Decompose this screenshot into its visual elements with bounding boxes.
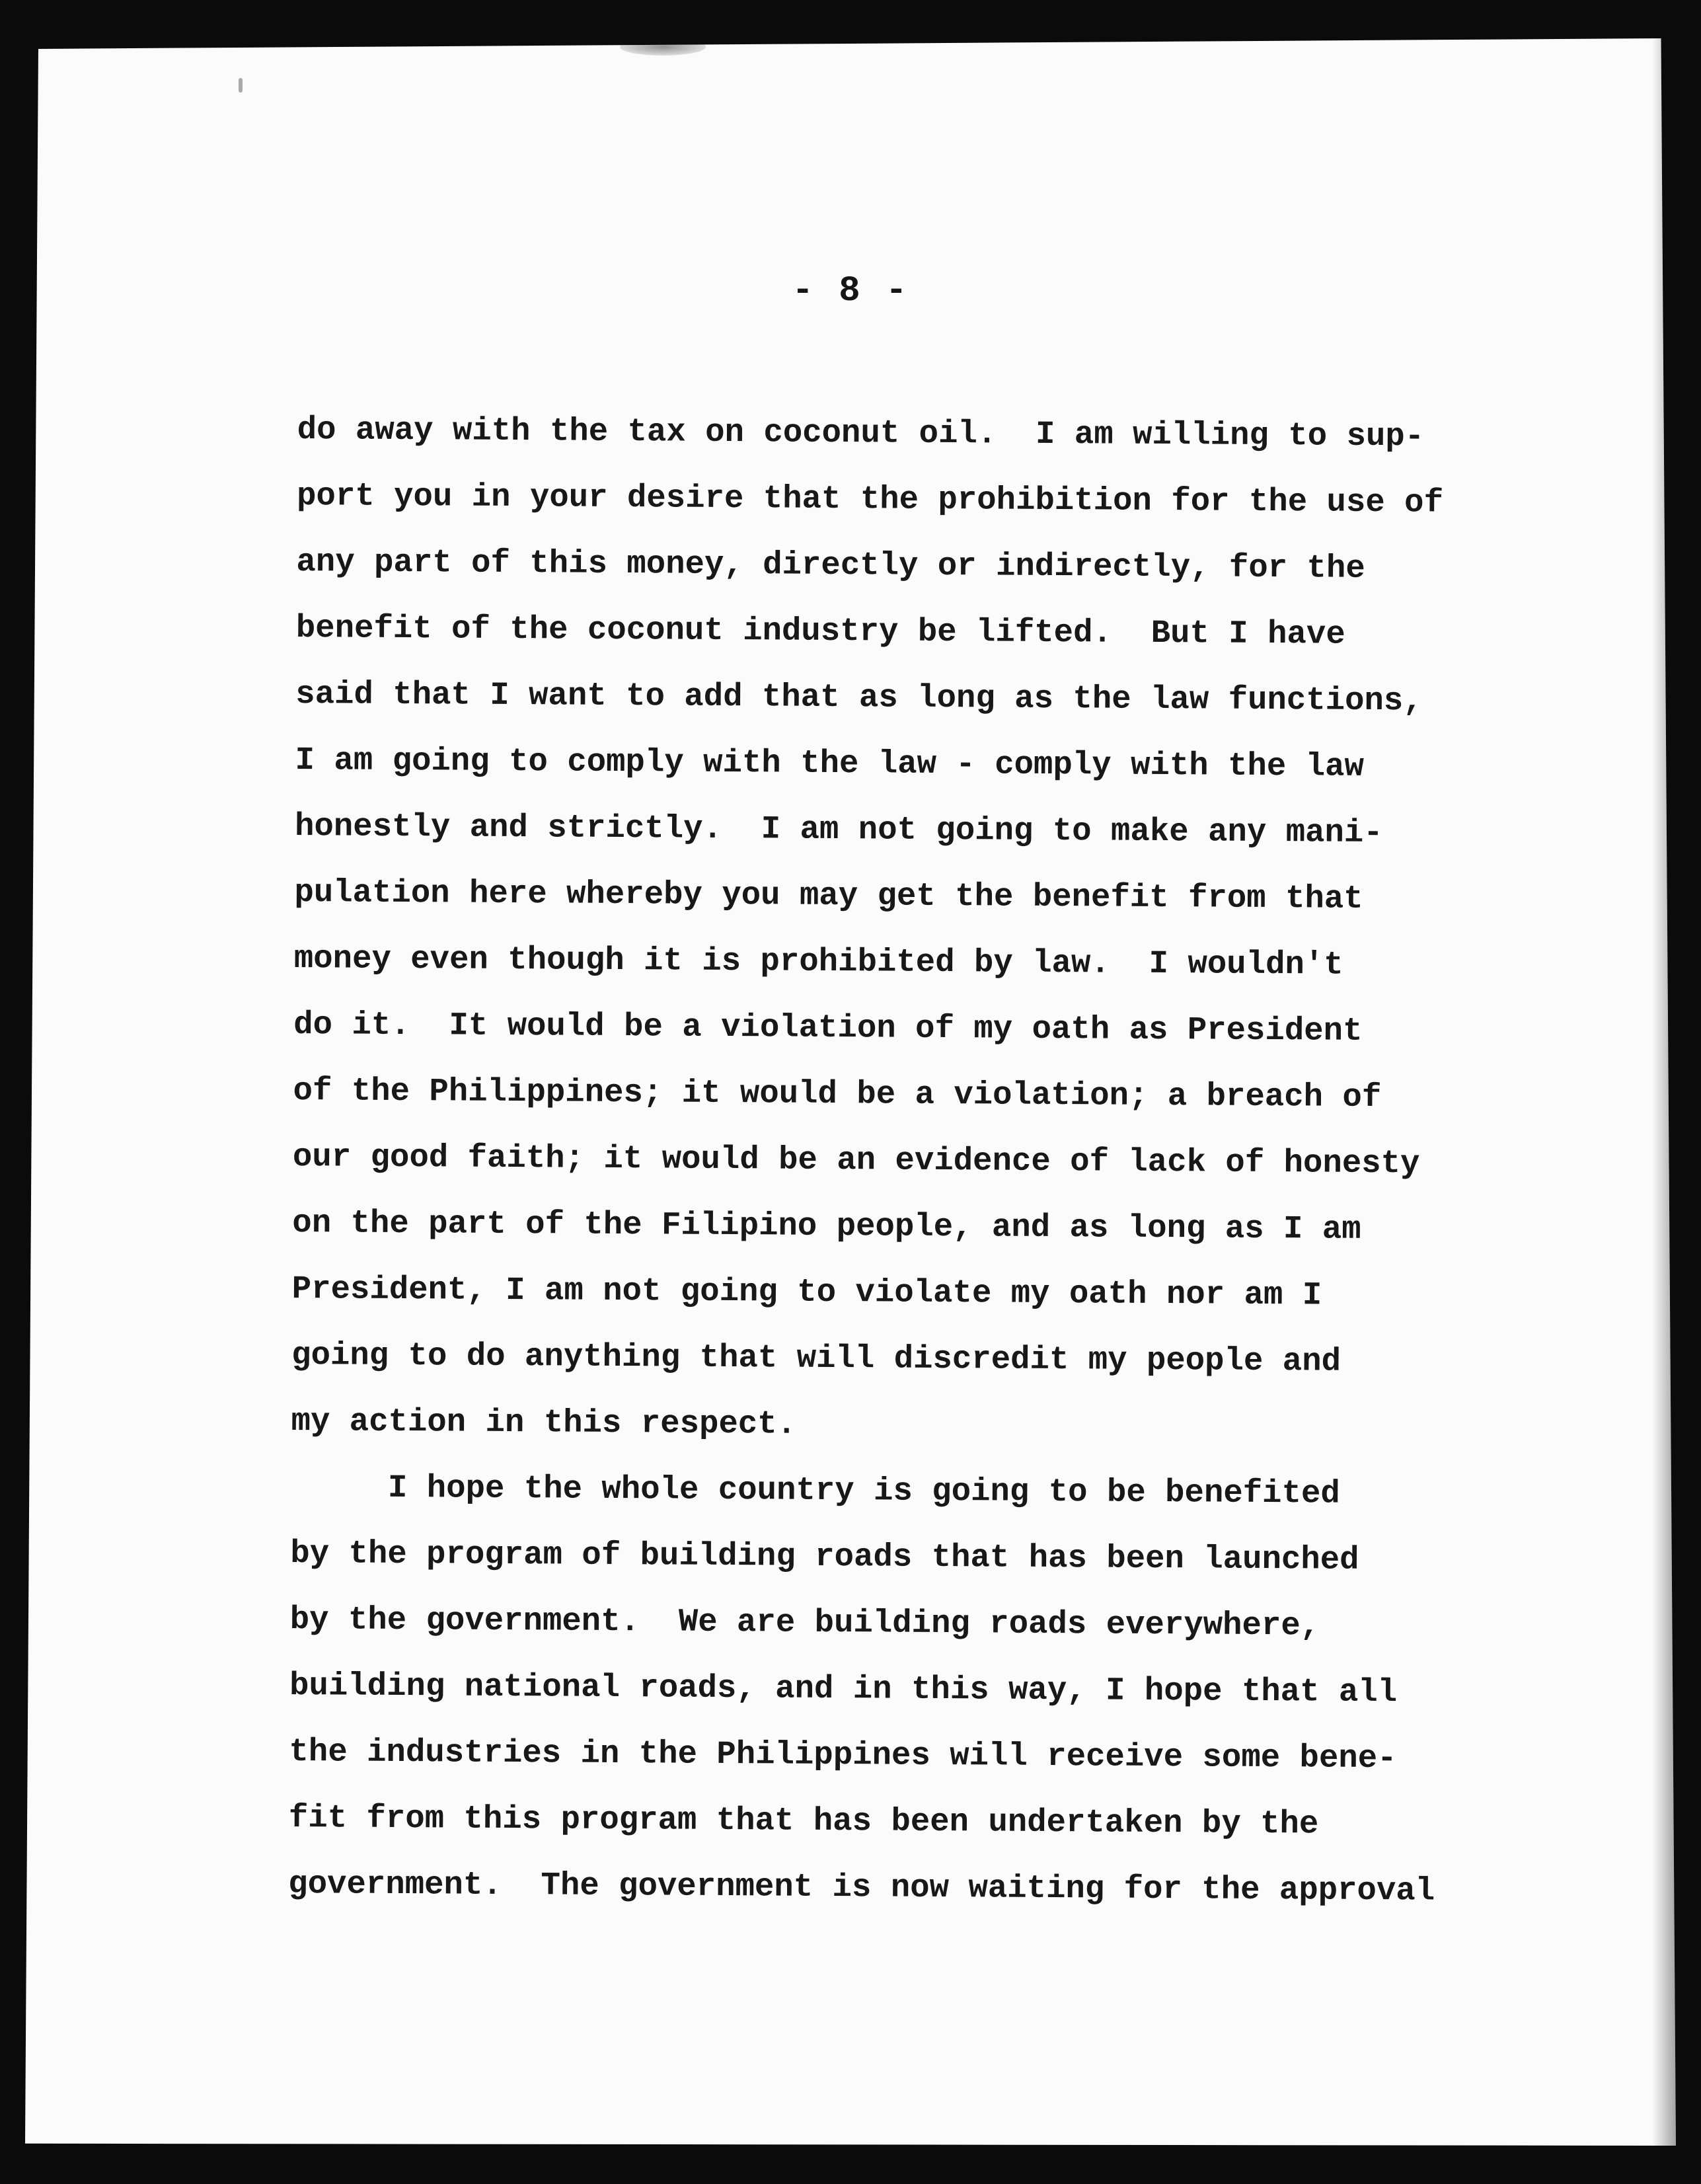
text-line: President, I am not going to violate my oath nor am I: [291, 1270, 1322, 1314]
text-line: government. The government is now waiting for the approval: [288, 1865, 1435, 1910]
text-line: on the part of the Filipino people, and as long as I am: [292, 1204, 1361, 1248]
text-line: our good faith; it would be an evidence of lack of honesty: [292, 1138, 1420, 1183]
text-line: fit from this program that has been undertaken by the: [288, 1799, 1319, 1843]
text-line: by the program of building roads that has been launched: [290, 1534, 1359, 1579]
text-line: my action in this respect.: [291, 1402, 797, 1443]
text-line: the industries in the Philippines will receive some bene-: [289, 1733, 1397, 1777]
text-line: do away with the tax on coconut oil. I am willing to sup-: [297, 410, 1425, 455]
paper-edge-shadow: [1652, 38, 1676, 2146]
text-line: building national roads, and in this way, I hope that all: [289, 1666, 1398, 1711]
page-number: - 8 -: [792, 271, 909, 311]
text-line: any part of this money, directly or indirectly, for the: [296, 543, 1365, 587]
typed-body-text: [288, 397, 1540, 1924]
text-line: do it. It would be a violation of my oath as President: [293, 1005, 1363, 1050]
text-line: of the Philippines; it would be a violation; a breach of: [293, 1072, 1382, 1116]
text-line: I hope the whole country is going to be benefited: [290, 1468, 1340, 1512]
text-line: port you in your desire that the prohibition for the use of: [296, 477, 1444, 522]
text-line: money even though it is prohibited by law. I wouldn't: [293, 939, 1343, 984]
text-line: by the government. We are building roads everywhere,: [289, 1600, 1320, 1645]
ink-smudge: [620, 38, 706, 56]
text-line: going to do anything that will discredit my people and: [291, 1336, 1342, 1380]
text-line: benefit of the coconut industry be lifted. But I have: [295, 609, 1345, 653]
text-line: pulation here whereby you may get the benefit from that: [294, 873, 1363, 917]
text-line: I am going to comply with the law - comply with the law: [295, 741, 1365, 785]
dust-speck: [239, 78, 243, 93]
text-line: said that I want to add that as long as the law functions,: [295, 675, 1423, 720]
text-line: honestly and strictly. I am not going to make any mani-: [294, 807, 1383, 852]
